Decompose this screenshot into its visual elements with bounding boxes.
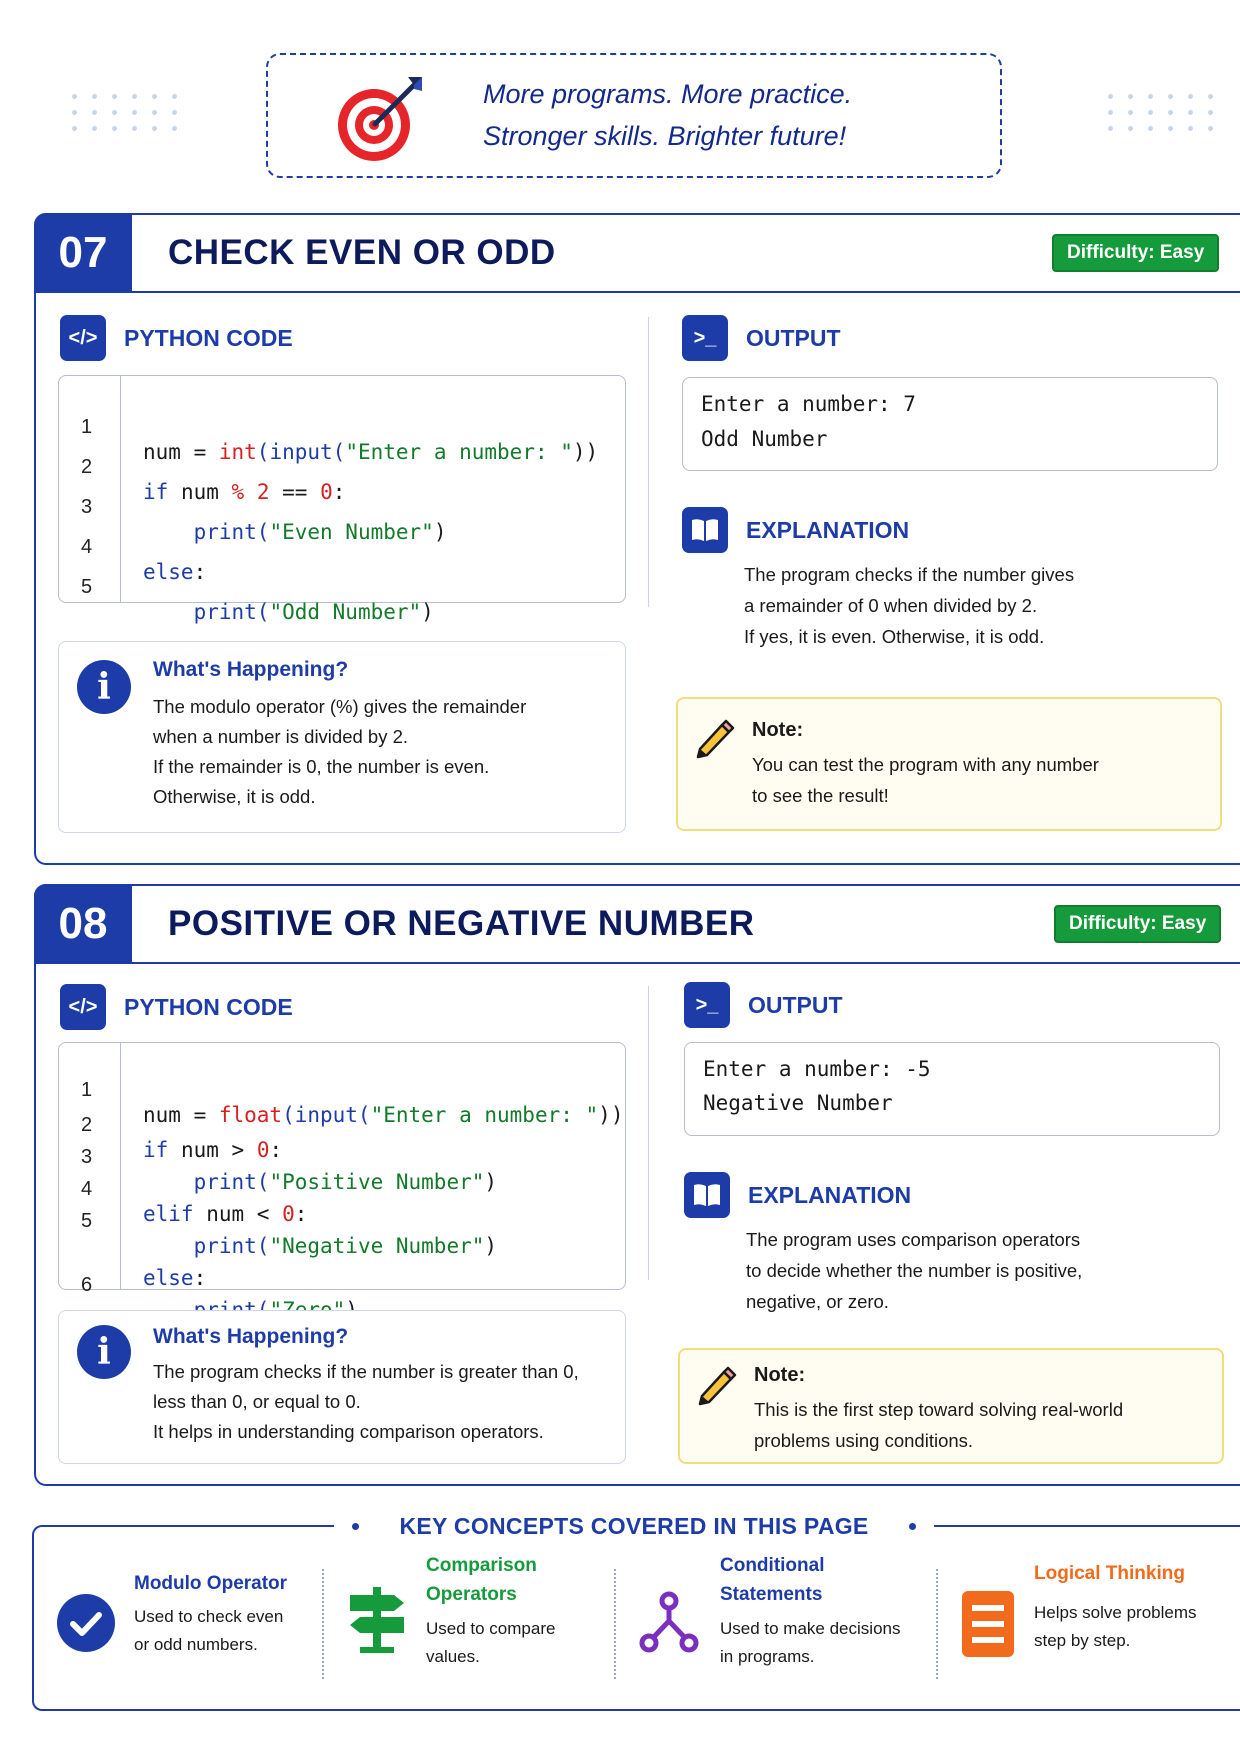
dot bbox=[132, 110, 137, 115]
dot bbox=[132, 126, 137, 131]
dot bbox=[1148, 110, 1153, 115]
banner-line-1: More programs. More practice. bbox=[483, 79, 853, 109]
code-line: 3 print("Even Number") bbox=[81, 496, 447, 544]
dot bbox=[112, 94, 117, 99]
code-line: else: bbox=[143, 1266, 207, 1290]
dot bbox=[1188, 94, 1193, 99]
note-title: Note: bbox=[754, 1364, 806, 1386]
code-line: 6 bbox=[81, 1274, 93, 1296]
dot bbox=[1208, 126, 1213, 131]
dot bbox=[1168, 94, 1173, 99]
note-text: This is the first step toward solving real-world problems using conditions. bbox=[754, 1399, 1124, 1451]
signpost-icon bbox=[346, 1585, 408, 1655]
check-circle-icon bbox=[56, 1593, 116, 1653]
concept-modulo-operator bbox=[52, 1551, 322, 1691]
concept-divider bbox=[936, 1569, 938, 1679]
list-icon bbox=[960, 1589, 1016, 1659]
decorative-dots-left bbox=[72, 94, 178, 131]
dot bbox=[1148, 94, 1153, 99]
key-concepts-heading: KEY CONCEPTS COVERED IN THIS PAGE bbox=[334, 1511, 934, 1541]
dot bbox=[1128, 110, 1133, 115]
terminal-icon: >_ bbox=[684, 982, 730, 1028]
code-block bbox=[58, 375, 626, 624]
book-icon bbox=[684, 1172, 730, 1218]
program-section-07 bbox=[34, 213, 1240, 865]
output-box bbox=[682, 377, 1218, 471]
dot bbox=[1128, 126, 1133, 131]
output-line: Odd Number bbox=[701, 427, 828, 451]
python-code-heading: </> PYTHON CODE bbox=[60, 984, 293, 1030]
dot bbox=[1128, 94, 1133, 99]
info-icon: i bbox=[77, 660, 131, 714]
concept-conditional-statements bbox=[638, 1551, 938, 1691]
dot bbox=[72, 110, 77, 115]
section-number: 07 bbox=[34, 213, 132, 293]
output-line: Enter a number: 7 bbox=[701, 392, 916, 416]
code-line: 1 num = float(input("Enter a number: ")) bbox=[81, 1079, 624, 1127]
dot bbox=[172, 94, 177, 99]
column-divider bbox=[648, 986, 649, 1280]
concept-divider bbox=[322, 1569, 324, 1679]
pencil-icon bbox=[694, 1362, 738, 1406]
code-icon: </> bbox=[60, 984, 106, 1030]
code-line: 5 print("Odd Number") bbox=[81, 576, 434, 624]
dot bbox=[92, 110, 97, 115]
dot bbox=[1208, 110, 1213, 115]
terminal-icon: >_ bbox=[682, 315, 728, 361]
dot bbox=[72, 94, 77, 99]
explanation-text: The program uses comparison operators to decide whether the number is positive, negative, or zero. bbox=[746, 1229, 1083, 1312]
whats-happening-title: What's Happening? bbox=[153, 658, 349, 681]
bullet-dot bbox=[352, 1523, 359, 1530]
code-line: 4 elif num < 0: bbox=[81, 1178, 308, 1226]
dot bbox=[1108, 110, 1113, 115]
code-line: 3 print("Positive Number") bbox=[81, 1146, 498, 1194]
code-line: 5 print("Negative Number") bbox=[81, 1210, 498, 1258]
dot bbox=[152, 110, 157, 115]
dot bbox=[112, 110, 117, 115]
code-line: 2 if num % 2 == 0: bbox=[81, 456, 346, 504]
target-icon bbox=[334, 73, 426, 165]
section-title: CHECK EVEN OR ODD bbox=[168, 233, 556, 272]
output-heading: >_ OUTPUT bbox=[682, 315, 841, 361]
python-code-heading: </> PYTHON CODE bbox=[60, 315, 293, 361]
output-box bbox=[684, 1042, 1220, 1136]
difficulty-badge: Difficulty: Easy bbox=[1054, 905, 1221, 943]
book-icon bbox=[682, 507, 728, 553]
decorative-dots-right bbox=[1108, 94, 1214, 131]
dot bbox=[72, 126, 77, 131]
concept-logical-thinking bbox=[960, 1551, 1240, 1691]
dot bbox=[1168, 110, 1173, 115]
whats-happening-text: The modulo operator (%) gives the remainder when a number is divided by 2. If the remainder is 0, the number is even. Otherwise, it is odd. bbox=[153, 696, 527, 807]
section-title: POSITIVE OR NEGATIVE NUMBER bbox=[168, 904, 755, 943]
branch-icon bbox=[638, 1591, 700, 1657]
pencil-icon bbox=[692, 715, 736, 759]
dot bbox=[152, 94, 157, 99]
bullet-dot bbox=[909, 1523, 916, 1530]
key-concepts-box bbox=[32, 1512, 1240, 1711]
explanation-text: The program checks if the number gives a remainder of 0 when divided by 2. If yes, it is even. Otherwise, it is odd. bbox=[744, 564, 1075, 647]
column-divider bbox=[648, 317, 649, 607]
concept-description: Helps solve problems step by step. bbox=[1034, 1603, 1197, 1650]
dot bbox=[1208, 94, 1213, 99]
dot bbox=[92, 126, 97, 131]
section-number: 08 bbox=[34, 884, 132, 964]
whats-happening-text: The program checks if the number is greater than 0, less than 0, or equal to 0. It helps in understanding comparison operators. bbox=[153, 1361, 579, 1442]
banner-line-2: Stronger skills. Brighter future! bbox=[483, 121, 847, 151]
concept-name: Comparison Operators bbox=[426, 1555, 537, 1605]
whats-happening-box bbox=[58, 641, 626, 833]
output-line: Negative Number bbox=[703, 1091, 893, 1115]
concept-name: Logical Thinking bbox=[1034, 1563, 1185, 1584]
dot bbox=[1108, 126, 1113, 131]
code-line: 1 num = int(input("Enter a number: ")) bbox=[81, 416, 599, 464]
code-icon: </> bbox=[60, 315, 106, 361]
code-block bbox=[58, 1042, 626, 1296]
dot bbox=[1188, 110, 1193, 115]
dot bbox=[132, 94, 137, 99]
program-section-08 bbox=[34, 884, 1240, 1486]
code-line: 2 if num > 0: bbox=[81, 1114, 283, 1162]
whats-happening-box bbox=[58, 1310, 626, 1464]
dot bbox=[1168, 126, 1173, 131]
concept-name: Conditional Statements bbox=[720, 1555, 825, 1605]
note-text: You can test the program with any number to see the result! bbox=[752, 754, 1099, 806]
concept-comparison-operators bbox=[346, 1551, 636, 1691]
explanation-heading: EXPLANATION bbox=[684, 1172, 911, 1218]
dot bbox=[152, 126, 157, 131]
concept-name: Modulo Operator bbox=[134, 1573, 288, 1594]
motivation-banner bbox=[266, 53, 1002, 178]
note-box bbox=[676, 697, 1222, 831]
dot bbox=[172, 110, 177, 115]
dot bbox=[112, 126, 117, 131]
info-icon: i bbox=[77, 1325, 131, 1379]
dot bbox=[1148, 126, 1153, 131]
dot bbox=[1108, 94, 1113, 99]
header-divider bbox=[132, 291, 1240, 293]
header-divider bbox=[132, 962, 1240, 964]
difficulty-badge: Difficulty: Easy bbox=[1052, 234, 1219, 272]
output-line: Enter a number: -5 bbox=[703, 1057, 931, 1081]
note-box bbox=[678, 1348, 1224, 1464]
whats-happening-title: What's Happening? bbox=[153, 1325, 349, 1348]
concept-description: Used to compare values. bbox=[426, 1619, 556, 1666]
concept-description: Used to make decisions in programs. bbox=[720, 1619, 901, 1666]
concept-divider bbox=[614, 1569, 616, 1679]
dot bbox=[92, 94, 97, 99]
explanation-heading: EXPLANATION bbox=[682, 507, 909, 553]
code-line: 4 else: bbox=[81, 536, 207, 584]
concept-description: Used to check even or odd numbers. bbox=[134, 1607, 284, 1654]
note-title: Note: bbox=[752, 719, 804, 741]
dot bbox=[172, 126, 177, 131]
output-heading: >_ OUTPUT bbox=[684, 982, 843, 1028]
dot bbox=[1188, 126, 1193, 131]
